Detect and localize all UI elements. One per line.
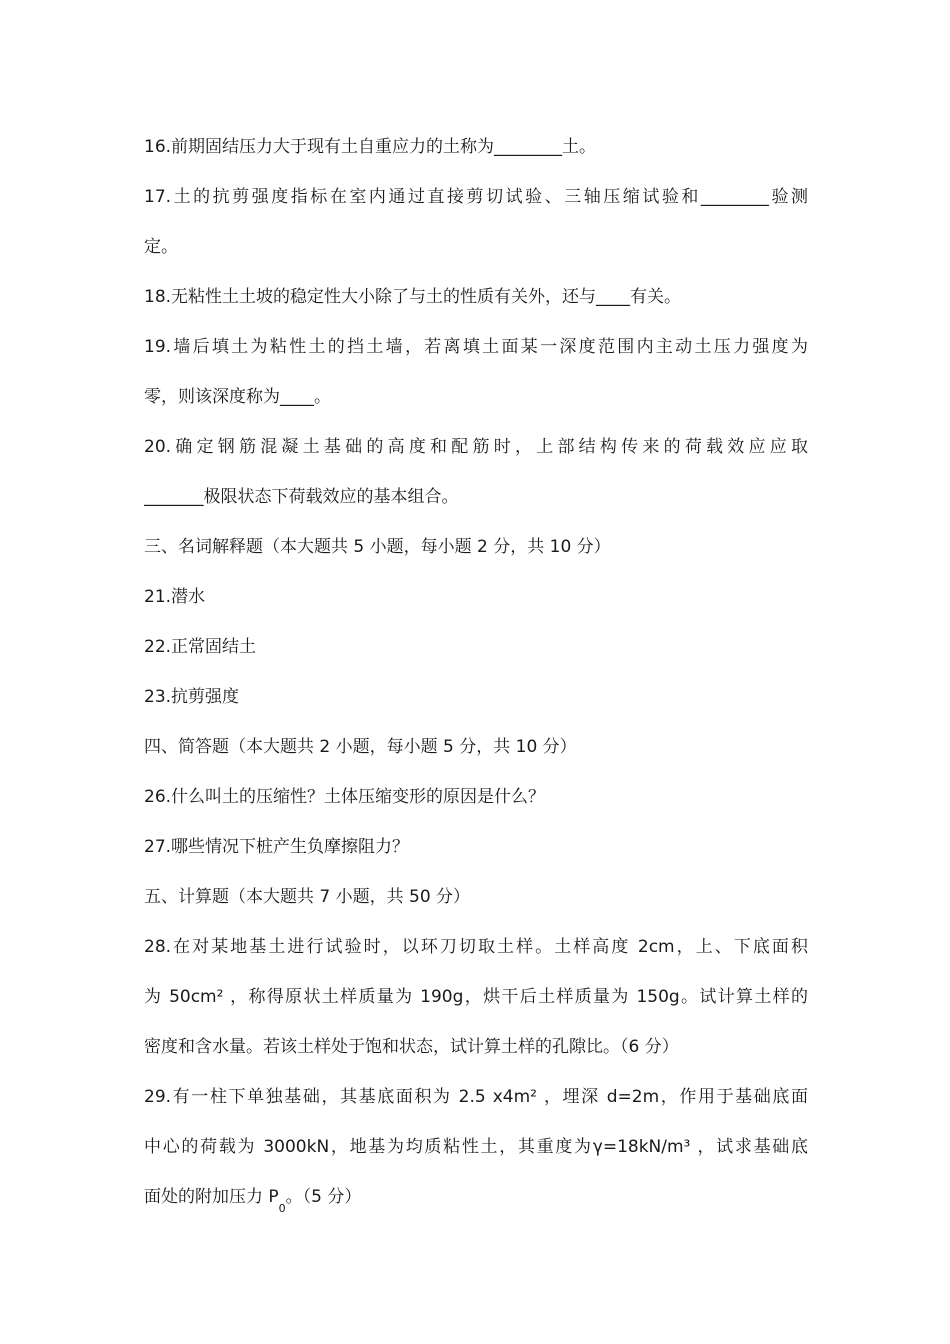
question-29-line-1: 29.有一柱下单独基础，其基底面积为 2.5 x4m² ，埋深 d=2m，作用于基础底面 [144,1087,808,1107]
question-29-line-3-tail: 。（5 分） [285,1187,362,1207]
question-28-line-2: 为 50cm² ，称得原状土样质量为 190g，烘干后土样质量为 150g。试计算土样的 [144,987,808,1007]
question-22: 22.正常固结土 [144,637,257,657]
question-23: 23.抗剪强度 [144,687,240,707]
question-21: 21.潜水 [144,587,206,607]
subscript-zero: 0 [278,1202,286,1215]
question-27: 27.哪些情况下桩产生负摩擦阻力？ [144,837,410,857]
question-17-line-2: 定。 [144,237,178,257]
question-29-line-3 [144,1172,808,1222]
question-19-line-1: 19.墙后填土为粘性土的挡土墙，若离填土面某一深度范围内主动土压力强度为 [144,337,808,357]
question-16: 16.前期固结压力大于现有土自重应力的土称为________土。 [144,137,597,157]
section-5-heading: 五、计算题（本大题共 7 小题，共 50 分） [144,887,471,907]
question-29-line-3-text: 面处的附加压力 P [144,1187,279,1207]
question-18: 18.无粘性土土坡的稳定性大小除了与土的性质有关外，还与____有关。 [144,287,682,307]
exam-text-body [144,122,808,1222]
question-26: 26.什么叫土的压缩性？土体压缩变形的原因是什么？ [144,787,546,807]
question-28-line-3: 密度和含水量。若该土样处于饱和状态，试计算土样的孔隙比。（6 分） [144,1037,679,1057]
question-28-line-1: 28.在对某地基土进行试验时，以环刀切取土样。土样高度 2cm，上、下底面积 [144,937,808,957]
section-4-heading: 四、简答题（本大题共 2 小题，每小题 5 分，共 10 分） [144,737,577,757]
question-29-line-2: 中心的荷载为 3000kN，地基为均质粘性土，其重度为γ=18kN/m³ ，试求基础底 [144,1137,808,1157]
section-3-heading: 三、名词解释题（本大题共 5 小题，每小题 2 分，共 10 分） [144,537,611,557]
question-19-line-2: 零，则该深度称为____。 [144,387,331,407]
question-20-line-2: _______极限状态下荷载效应的基本组合。 [144,487,459,507]
question-20-line-1: 20.确定钢筋混凝土基础的高度和配筋时，上部结构传来的荷载效应应取 [144,437,808,457]
question-17-line-1: 17.土的抗剪强度指标在室内通过直接剪切试验、三轴压缩试验和________验测 [144,187,808,207]
